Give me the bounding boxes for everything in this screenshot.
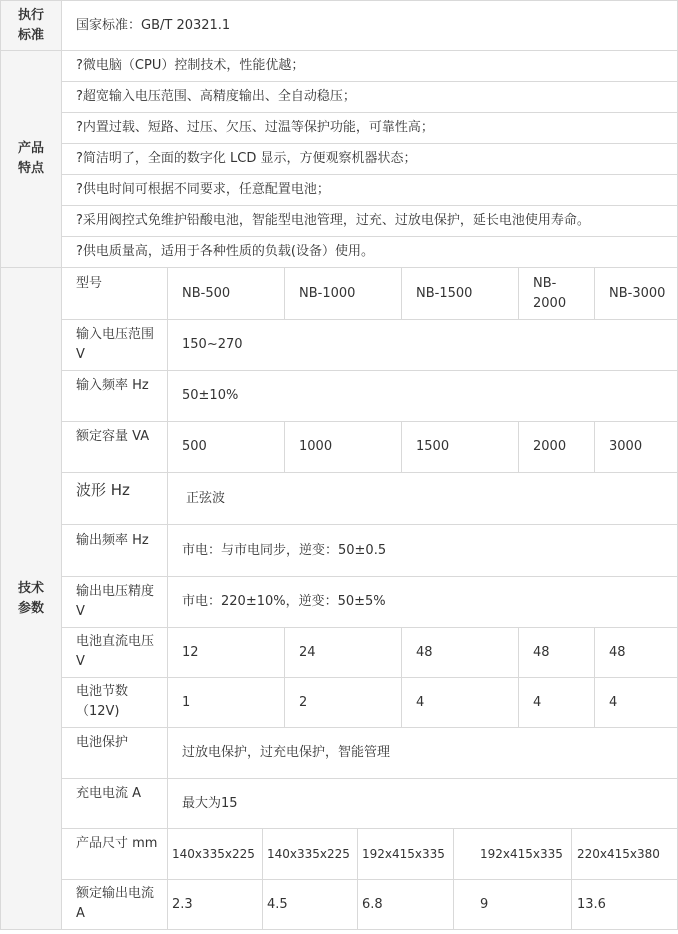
model-cell: NB-3000 [595, 268, 678, 320]
waveform-value: 正弦波 [168, 473, 678, 525]
capacity-cell: 3000 [595, 422, 678, 473]
output-current-cell: 2.3 [168, 880, 263, 930]
battery-count-cell: 4 [595, 678, 678, 728]
feature-item: ?超宽输入电压范围、高精度输出、全自动稳压； [62, 82, 678, 113]
battery-count-cell: 1 [168, 678, 285, 728]
battery-dc-cell: 48 [519, 628, 595, 678]
battery-dc-cell: 24 [285, 628, 402, 678]
capacity-cell: 1000 [285, 422, 402, 473]
spec-label-output-accuracy: 输出电压精度 V [62, 577, 168, 628]
feature-item: ?采用阀控式免维护铅酸电池，智能型电池管理，过充、过放电保护，延长电池使用寿命。 [62, 206, 678, 237]
dimension-cell: 192x415x335 [358, 829, 454, 880]
dimension-cell: 140x335x225 [263, 829, 358, 880]
model-cell: NB-1000 [285, 268, 402, 320]
output-current-cell: 6.8 [358, 880, 454, 930]
feature-item: ?供电时间可根据不同要求，任意配置电池； [62, 175, 678, 206]
input-voltage-value: 150~270 [168, 320, 678, 371]
feature-item: ?微电脑（CPU）控制技术，性能优越； [62, 51, 678, 82]
spec-label-output-freq: 输出频率 Hz [62, 525, 168, 577]
capacity-cell: 1500 [402, 422, 519, 473]
output-freq-value: 市电：与市电同步，逆变：50±0.5 [168, 525, 678, 577]
spec-label-battery-count: 电池节数（12V) [62, 678, 168, 728]
battery-dc-cell: 12 [168, 628, 285, 678]
specs-header: 技术参数 [0, 268, 62, 930]
output-current-cell: 13.6 [572, 880, 678, 930]
output-current-cell: 9 [454, 880, 572, 930]
output-current-cell: 4.5 [263, 880, 358, 930]
battery-protect-value: 过放电保护，过充电保护，智能管理 [168, 728, 678, 779]
feature-item: ?简洁明了，全面的数字化 LCD 显示，方便观察机器状态； [62, 144, 678, 175]
spec-label-rated-output-current: 额定输出电流A [62, 880, 168, 930]
dimension-cell: 192x415x335 [454, 829, 572, 880]
battery-dc-cell: 48 [595, 628, 678, 678]
spec-label-rated-capacity: 额定容量 VA [62, 422, 168, 473]
battery-count-cell: 4 [519, 678, 595, 728]
dimension-cell: 220x415x380 [572, 829, 678, 880]
standard-header: 执行标准 [0, 0, 62, 51]
model-cell: NB-1500 [402, 268, 519, 320]
capacity-cell: 2000 [519, 422, 595, 473]
capacity-cell: 500 [168, 422, 285, 473]
features-header: 产品特点 [0, 51, 62, 268]
spec-label-model: 型号 [62, 268, 168, 320]
model-cell: NB-2000 [519, 268, 595, 320]
feature-item: ?供电质量高，适用于各种性质的负载(设备）使用。 [62, 237, 678, 268]
spec-label-dimensions: 产品尺寸 mm [62, 829, 168, 880]
spec-label-battery-dc: 电池直流电压V [62, 628, 168, 678]
spec-label-input-voltage: 输入电压范围 V [62, 320, 168, 371]
spec-label-waveform: 波形 Hz [62, 473, 168, 525]
model-cell: NB-500 [168, 268, 285, 320]
battery-dc-cell: 48 [402, 628, 519, 678]
standard-text: 国家标准：GB/T 20321.1 [62, 0, 678, 51]
feature-item: ?内置过载、短路、过压、欠压、过温等保护功能，可靠性高； [62, 113, 678, 144]
spec-label-input-freq: 输入频率 Hz [62, 371, 168, 422]
charge-current-value: 最大为15 [168, 779, 678, 829]
dimension-cell: 140x335x225 [168, 829, 263, 880]
battery-count-cell: 2 [285, 678, 402, 728]
battery-count-cell: 4 [402, 678, 519, 728]
spec-label-charge-current: 充电电流 A [62, 779, 168, 829]
output-accuracy-value: 市电：220±10%，逆变：50±5% [168, 577, 678, 628]
input-freq-value: 50±10% [168, 371, 678, 422]
spec-label-battery-protect: 电池保护 [62, 728, 168, 779]
